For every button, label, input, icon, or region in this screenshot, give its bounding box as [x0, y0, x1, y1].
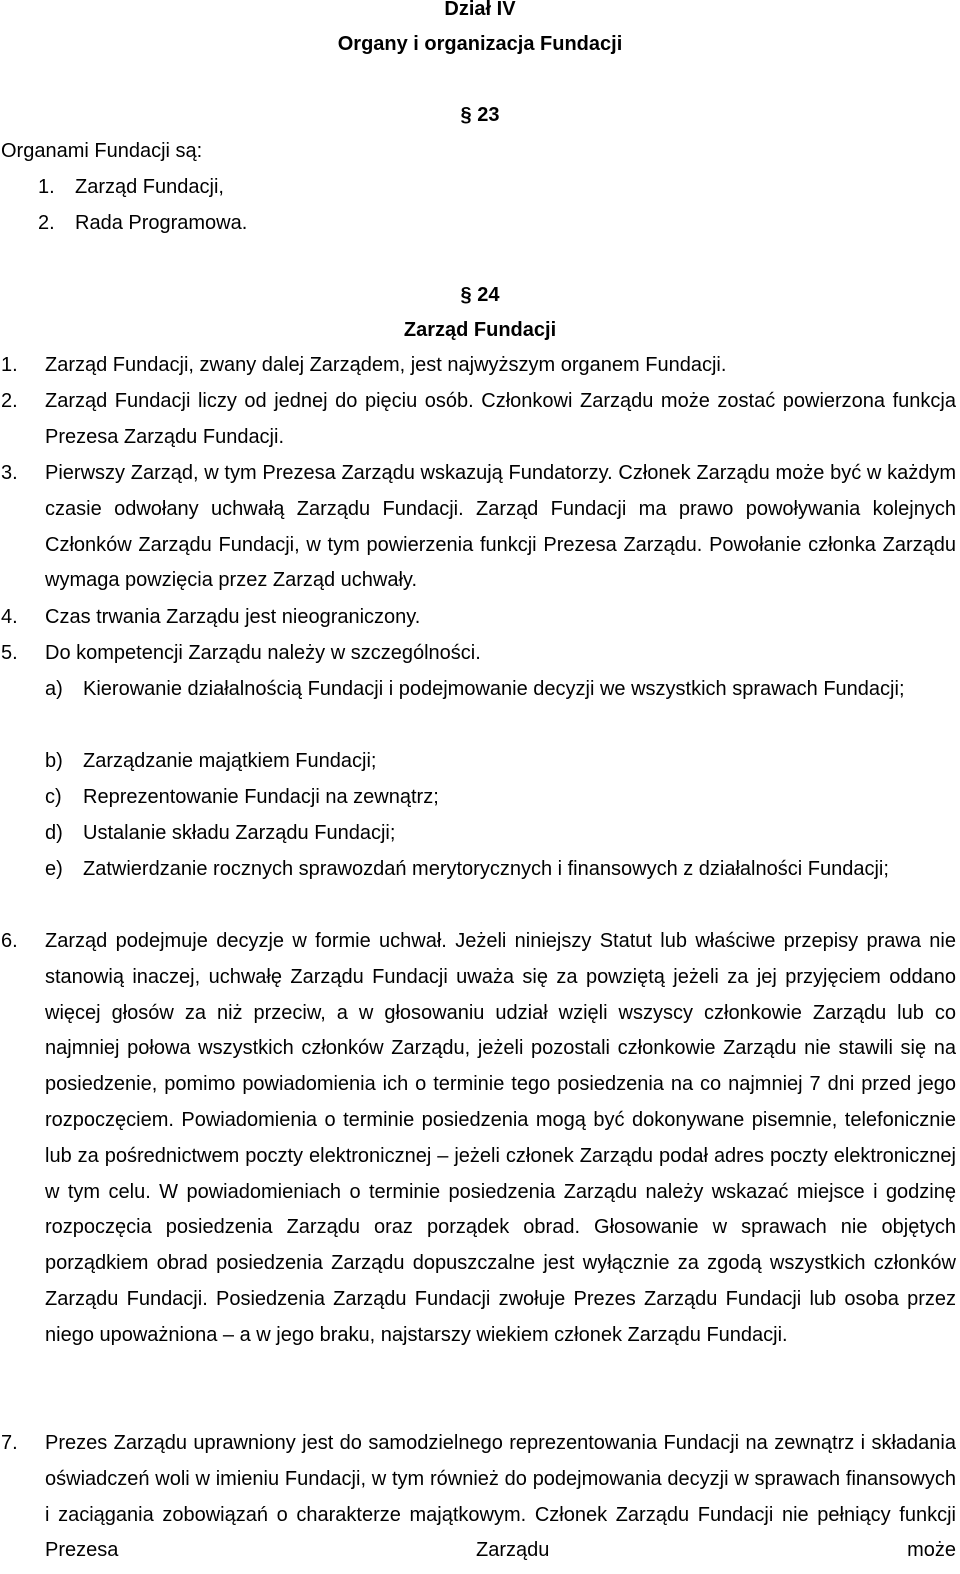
- list-item: 5. Do kompetencji Zarządu należy w szczególności.: [1, 642, 481, 664]
- section-23-number: 23: [477, 104, 500, 126]
- list-item: 2. Zarząd Fundacji liczy od jednej do pięciu osób. Członkowi Zarządu może zostać powierzona funkcja Prezesa Zarządu Fundacji.: [1, 390, 956, 448]
- list-item: 1. Zarząd Fundacji,: [38, 176, 224, 198]
- list-item: 7. Prezes Zarządu uprawniony jest do samodzielnego reprezentowania Fundacji na zewnątrz i składania oświadczeń woli w imieniu Fundacji, w tym również do podejmowania decyzji w sprawach finansowych i zaciągania zobowiązań o charakterze majątkowym. Członek Zarządu Fundacji nie pełniący funkcji Prezesa Zarządu może: [1, 1432, 956, 1562]
- list-item: 3. Pierwszy Zarząd, w tym Prezesa Zarządu wskazują Fundatorzy. Członek Zarządu może być w każdym czasie odwołany uchwałą Zarządu Fundacji. Zarząd Fundacji ma prawo powoływania kolejnych Członków Zarządu Fundacji, w tym powierzenia funkcji Prezesa Zarządu. Powołanie członka Zarządu wymaga powzięcia przez Zarząd uchwały.: [1, 462, 956, 592]
- competence-item: e) Zatwierdzanie rocznych sprawozdań merytorycznych i finansowych z działalności Fundacji;: [45, 858, 889, 880]
- competence-item: a) Kierowanie działalnością Fundacji i podejmowanie decyzji we wszystkich sprawach Fundacji;: [45, 678, 905, 700]
- section-24-number: 24: [477, 284, 500, 306]
- section-sign-icon: §: [460, 284, 472, 306]
- list-item: 2. Rada Programowa.: [38, 212, 248, 234]
- section-24-title: Zarząd Fundacji: [403, 319, 557, 341]
- list-item: 4. Czas trwania Zarządu jest nieograniczony.: [1, 606, 421, 628]
- competence-item: b) Zarządzanie majątkiem Fundacji;: [45, 750, 377, 772]
- list-item: 6. Zarząd podejmuje decyzje w formie uchwał. Jeżeli niniejszy Statut lub właściwe przepisy prawa nie stanowią inaczej, uchwałę Zarządu Fundacji uważa się za powziętą jeżeli za jej przyjęciem oddano więcej głosów za niż przeciw, a w głosowaniu udział wzięli wszyscy członkowie Zarządu lub co najmniej połowa wszystkich członków Zarządu, jeżeli pozostali członkowie Zarządu nie stawili się na posiedzenie, pomimo powiadomienia ich o terminie tego posiedzenia na co najmniej 7 dni przed jego rozpoczęciem. Powiadomienia o terminie posiedzenia mogą być dokonywane pisemnie, telefonicznie lub za pośrednictwem poczty elektronicznej – jeżeli członek Zarządu podał adres poczty elektronicznej w tym celu. W powiadomieniach o terminie posiedzenia Zarządu należy wskazać miejsce i godzinę rozpoczęcia posiedzenia Zarządu oraz porządek obrad. Głosowanie w sprawach nie objętych porządkiem obrad posiedzenia Zarządu dopuszczalne jest wyłącznie za zgodą wszystkich członków Zarządu Fundacji. Posiedzenia Zarządu Fundacji zwołuje Prezes Zarządu Fundacji lub osoba przez niego upoważniona – a w jego braku, najstarszy wiekiem członek Zarządu Fundacji.: [1, 930, 956, 1346]
- division-subtitle: Organy i organizacja Fundacji: [337, 33, 623, 55]
- section-sign-icon: §: [460, 104, 472, 126]
- section-24-heading: [0, 278, 960, 313]
- division-title: Dział IV: [444, 0, 516, 20]
- section-23-intro: Organami Fundacji są:: [1, 140, 203, 162]
- section-23-heading: [0, 98, 960, 133]
- competence-item: c) Reprezentowanie Fundacji na zewnątrz;: [45, 786, 439, 808]
- list-item: 1. Zarząd Fundacji, zwany dalej Zarządem, jest najwyższym organem Fundacji.: [1, 354, 727, 376]
- competence-item: d) Ustalanie składu Zarządu Fundacji;: [45, 822, 396, 844]
